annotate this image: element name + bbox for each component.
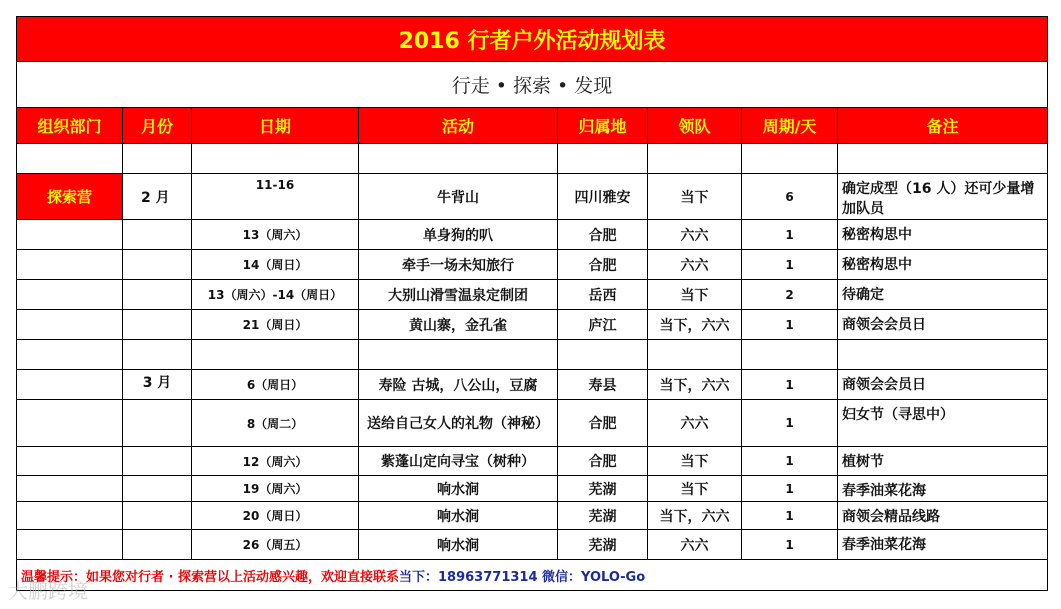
place-cell: 合肥 bbox=[558, 400, 648, 447]
month-cell bbox=[123, 220, 192, 250]
watermark: 大鹏跨境 bbox=[8, 579, 88, 603]
date-cell: 26（周五） bbox=[192, 530, 359, 560]
org-cell bbox=[17, 310, 123, 340]
org-cell bbox=[17, 340, 123, 370]
days-cell: 1 bbox=[742, 250, 838, 280]
days-cell: 6 bbox=[742, 174, 838, 220]
activity-plan-table bbox=[16, 16, 1048, 591]
month-cell: 2 月 bbox=[123, 174, 192, 220]
days-cell: 1 bbox=[742, 370, 838, 400]
org-cell bbox=[17, 447, 123, 476]
date-cell: 12（周六） bbox=[192, 447, 359, 476]
month-cell bbox=[123, 280, 192, 310]
place-cell: 寿县 bbox=[558, 370, 648, 400]
activity-cell: 送给自己女人的礼物（神秘） bbox=[359, 400, 558, 447]
place-cell: 芜湖 bbox=[558, 476, 648, 502]
column-header: 备注 bbox=[838, 108, 1048, 144]
note-cell: 植树节 bbox=[838, 447, 1048, 476]
note-cell: 商领会精品线路 bbox=[838, 502, 1048, 530]
leader-cell: 当下 bbox=[648, 174, 742, 220]
table-row bbox=[17, 530, 1048, 560]
org-cell bbox=[17, 250, 123, 280]
table-row bbox=[17, 400, 1048, 447]
activity-cell: 响水涧 bbox=[359, 502, 558, 530]
table-row bbox=[17, 370, 1048, 400]
leader-cell: 六六 bbox=[648, 220, 742, 250]
activity-cell: 单身狗的叭 bbox=[359, 220, 558, 250]
table-row bbox=[17, 144, 1048, 174]
leader-cell: 六六 bbox=[648, 530, 742, 560]
month-cell bbox=[123, 400, 192, 447]
month-cell bbox=[123, 530, 192, 560]
activity-cell: 牛背山 bbox=[359, 174, 558, 220]
table-row bbox=[17, 310, 1048, 340]
month-cell bbox=[123, 476, 192, 502]
date-cell: 14（周日） bbox=[192, 250, 359, 280]
table-row bbox=[17, 502, 1048, 530]
org-cell bbox=[17, 530, 123, 560]
table-subtitle: 行走 • 探索 • 发现 bbox=[17, 62, 1048, 108]
org-cell bbox=[17, 144, 123, 174]
activity-cell: 牵手一场未知旅行 bbox=[359, 250, 558, 280]
date-cell: 8（周二） bbox=[192, 400, 359, 447]
table-row bbox=[17, 174, 1048, 220]
footer-note bbox=[17, 560, 1048, 591]
date-cell: 20（周日） bbox=[192, 502, 359, 530]
table-row bbox=[17, 447, 1048, 476]
month-cell bbox=[123, 447, 192, 476]
place-cell: 芜湖 bbox=[558, 502, 648, 530]
note-cell bbox=[838, 340, 1048, 370]
date-cell: 6（周日） bbox=[192, 370, 359, 400]
org-cell bbox=[17, 280, 123, 310]
month-cell: 3 月 bbox=[123, 370, 192, 400]
activity-cell: 大别山滑雪温泉定制团 bbox=[359, 280, 558, 310]
leader-cell: 当下 bbox=[648, 280, 742, 310]
note-cell: 确定成型（16 人）还可少量增加队员 bbox=[838, 174, 1048, 220]
leader-cell: 当下，六六 bbox=[648, 370, 742, 400]
note-cell: 商领会会员日 bbox=[838, 370, 1048, 400]
column-header: 周期/天 bbox=[742, 108, 838, 144]
leader-cell: 六六 bbox=[648, 400, 742, 447]
date-cell: 13（周六）-14（周日） bbox=[192, 280, 359, 310]
days-cell: 1 bbox=[742, 476, 838, 502]
note-cell: 妇女节（寻思中） bbox=[838, 400, 1048, 447]
org-cell: 探索营 bbox=[17, 174, 123, 220]
org-cell bbox=[17, 502, 123, 530]
note-cell: 春季油菜花海 bbox=[838, 476, 1048, 502]
column-header: 日期 bbox=[192, 108, 359, 144]
place-cell: 合肥 bbox=[558, 220, 648, 250]
place-cell: 四川雅安 bbox=[558, 174, 648, 220]
leader-cell: 当下，六六 bbox=[648, 310, 742, 340]
activity-cell: 紫蓬山定向寻宝（树种） bbox=[359, 447, 558, 476]
note-cell: 春季油菜花海 bbox=[838, 530, 1048, 560]
activity-cell: 黄山寨，金孔雀 bbox=[359, 310, 558, 340]
leader-cell: 当下 bbox=[648, 447, 742, 476]
activity-cell bbox=[359, 144, 558, 174]
place-cell: 合肥 bbox=[558, 447, 648, 476]
days-cell: 2 bbox=[742, 280, 838, 310]
table-row bbox=[17, 250, 1048, 280]
table-row bbox=[17, 220, 1048, 250]
days-cell bbox=[742, 340, 838, 370]
note-cell: 秘密构思中 bbox=[838, 250, 1048, 280]
days-cell: 1 bbox=[742, 530, 838, 560]
column-header: 领队 bbox=[648, 108, 742, 144]
footer-contact: 当下：18963771314 微信：YOLO-Go bbox=[399, 569, 646, 585]
days-cell bbox=[742, 144, 838, 174]
table-row bbox=[17, 476, 1048, 502]
leader-cell: 当下，六六 bbox=[648, 502, 742, 530]
table-row bbox=[17, 340, 1048, 370]
date-cell bbox=[192, 144, 359, 174]
days-cell: 1 bbox=[742, 502, 838, 530]
note-cell: 商领会会员日 bbox=[838, 310, 1048, 340]
org-cell bbox=[17, 476, 123, 502]
place-cell bbox=[558, 340, 648, 370]
org-cell bbox=[17, 370, 123, 400]
note-cell bbox=[838, 144, 1048, 174]
days-cell: 1 bbox=[742, 400, 838, 447]
column-header: 组织部门 bbox=[17, 108, 123, 144]
place-cell: 岳西 bbox=[558, 280, 648, 310]
place-cell bbox=[558, 144, 648, 174]
month-cell bbox=[123, 250, 192, 280]
month-cell bbox=[123, 310, 192, 340]
date-cell bbox=[192, 340, 359, 370]
month-cell bbox=[123, 340, 192, 370]
table-title: 2016 行者户外活动规划表 bbox=[17, 17, 1048, 62]
note-cell: 秘密构思中 bbox=[838, 220, 1048, 250]
org-cell bbox=[17, 400, 123, 447]
days-cell: 1 bbox=[742, 447, 838, 476]
org-cell bbox=[17, 220, 123, 250]
leader-cell bbox=[648, 340, 742, 370]
column-header: 活动 bbox=[359, 108, 558, 144]
leader-cell: 当下 bbox=[648, 476, 742, 502]
table-row bbox=[17, 280, 1048, 310]
activity-cell: 寿险 古城，八公山，豆腐 bbox=[359, 370, 558, 400]
month-cell bbox=[123, 144, 192, 174]
activity-cell: 响水涧 bbox=[359, 530, 558, 560]
activity-cell: 响水涧 bbox=[359, 476, 558, 502]
leader-cell: 六六 bbox=[648, 250, 742, 280]
month-cell bbox=[123, 502, 192, 530]
date-cell: 19（周六） bbox=[192, 476, 359, 502]
leader-cell bbox=[648, 144, 742, 174]
place-cell: 庐江 bbox=[558, 310, 648, 340]
place-cell: 芜湖 bbox=[558, 530, 648, 560]
note-cell: 待确定 bbox=[838, 280, 1048, 310]
date-cell: 13（周六） bbox=[192, 220, 359, 250]
place-cell: 合肥 bbox=[558, 250, 648, 280]
footer-tip: 温馨提示：如果您对行者 · 探索营以上活动感兴趣，欢迎直接联系 bbox=[21, 569, 399, 585]
date-cell: 11-16 bbox=[192, 174, 359, 220]
column-header: 归属地 bbox=[558, 108, 648, 144]
days-cell: 1 bbox=[742, 310, 838, 340]
column-header: 月份 bbox=[123, 108, 192, 144]
days-cell: 1 bbox=[742, 220, 838, 250]
date-cell: 21（周日） bbox=[192, 310, 359, 340]
activity-cell bbox=[359, 340, 558, 370]
